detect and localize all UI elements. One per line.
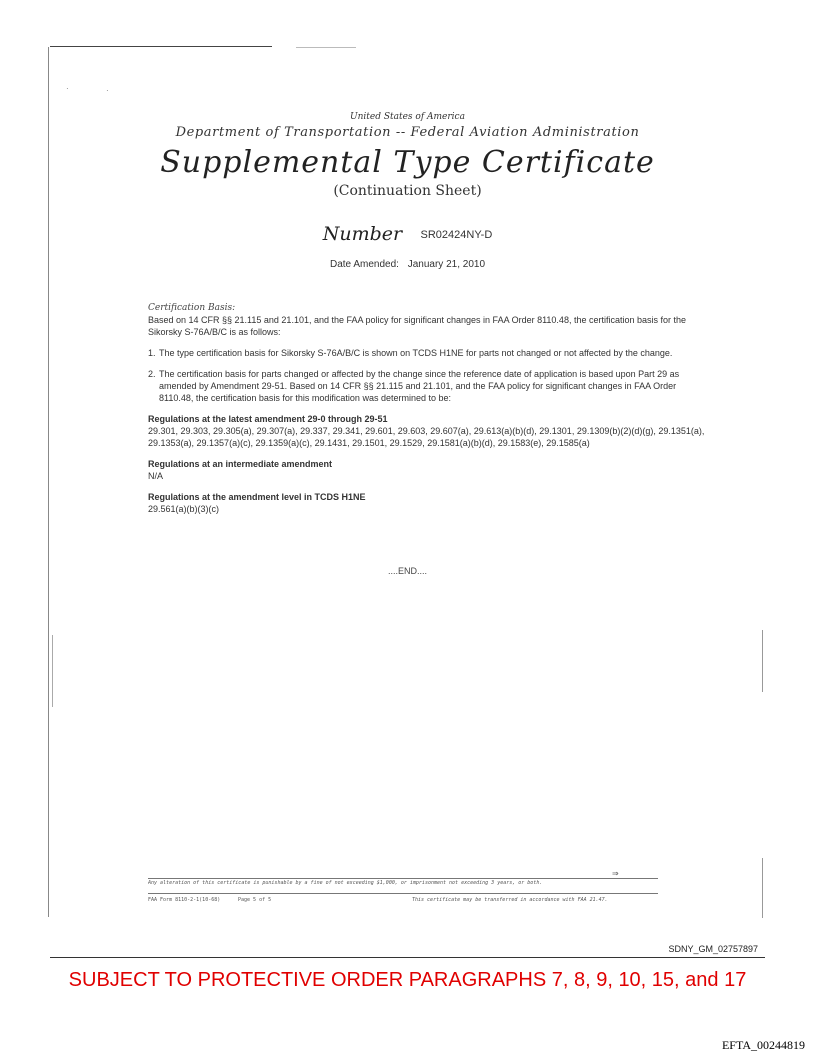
country-heading: United States of America [350,112,465,122]
regulation-block [148,458,708,482]
end-marker: ....END.... [387,566,427,576]
footer-divider [148,878,658,879]
certification-basis-label: Certification Basis: [148,303,236,313]
protective-order-stamp: SUBJECT TO PROTECTIVE ORDER PARAGRAPHS 7, 8, 9, 10, 15, and 17 [68,969,747,991]
date-value: January 21, 2010 [407,259,485,270]
regulation-text: 29.561(a)(b)(3)(c) [148,504,220,514]
number-label: Number [322,223,403,245]
list-item [148,347,708,359]
transfer-notice: This certificate may be transferred in accordance with FAA 21.47. [412,897,608,903]
scan-border-top [50,46,272,47]
page-number: Page 5 of 5 [238,897,272,903]
bates-number: SDNY_GM_02757897 [668,944,758,954]
scan-edge-mark [762,630,763,692]
page-bottom-rule [50,957,765,958]
regulation-block [148,413,708,449]
intro-paragraph: Based on 14 CFR §§ 21.115 and 21.101, and the FAA policy for significant changes in FAA Order 8110.48, the certification basis for the Sikorsky S-76A/B/C is as follows: [148,315,687,337]
department-heading: Department of Transportation -- Federal Aviation Administration [175,125,640,140]
certificate-subtitle: (Continuation Sheet) [333,183,482,199]
arrow-mark-icon: ⇒ [612,869,619,878]
regulation-heading: Regulations at an intermediate amendment [148,459,333,469]
scan-speck: · [66,84,69,93]
list-item-number: 1. [148,348,156,358]
list-item-text: The certification basis for parts changed or affected by the change since the reference date of application is based upon Part 29 as amended by Amendment 29-51. Based on 14 CFR §§ 21.115 and 21.101, and the FAA policy for significant changes in FAA Order 8110.48, the certification basis for this modification was determined to be: [159,369,680,403]
list-item [148,368,708,404]
regulation-heading: Regulations at the latest amendment 29-0 through 29-51 [148,414,388,424]
date-label: Date Amended: [330,259,399,270]
footer-divider [148,893,658,894]
regulation-block [148,491,708,515]
scan-speck: · [106,86,109,95]
alteration-notice: Any alteration of this certificate is punishable by a fine of not exceeding $1,000, or imprisonment not exceeding 3 years, or both. [148,880,543,886]
regulation-text: N/A [148,471,164,481]
scan-edge-mark [52,635,53,707]
regulation-text: 29.301, 29.303, 29.305(a), 29.307(a), 29.337, 29.341, 29.601, 29.603, 29.607(a), 29.613(a)(b)(d), 29.1301, 29.1309(b)(2)(d)(g), 29.1351(a), 29.1353(a), 29.1357(a)(c), 29.1359(a)(c), 29.1431, 29.1501, 29.1529, 29.1581(a)(b)(d), 29.1583(e), 29.1585(a) [148,426,705,448]
scan-border-top-faint [296,47,356,48]
list-item-number: 2. [148,369,156,379]
certificate-title: Supplemental Type Certificate [160,145,655,180]
list-item-text: The type certification basis for Sikorsky S-76A/B/C is shown on TCDS H1NE for parts not changed or not affected by the change. [159,348,673,358]
certificate-body [148,302,708,524]
certificate-number-row [0,223,815,245]
regulation-heading: Regulations at the amendment level in TCDS H1NE [148,492,366,502]
scan-edge-mark [762,858,763,918]
certificate-number: SR02424NY-D [420,229,493,241]
form-number: FAA Form 8110-2-1(10-68) [148,897,221,903]
efta-number: EFTA_00244819 [721,1038,805,1052]
date-amended-row [0,259,815,270]
